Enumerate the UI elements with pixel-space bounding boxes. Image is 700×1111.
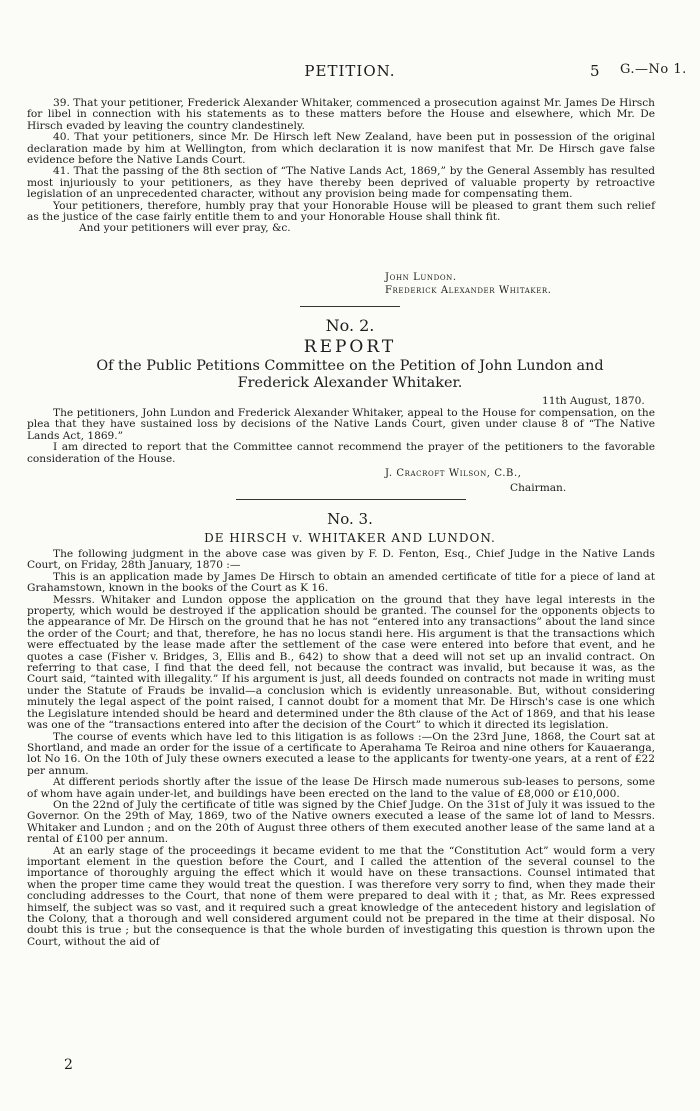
report-heading: REPORT: [303, 337, 397, 357]
report-subheading: Of the Public Petitions Committee on the Petition of John Lundon and: [96, 358, 604, 374]
case-title: DE HIRSCH v. WHITAKER AND LUNDON.: [204, 531, 496, 545]
report-subheading: Frederick Alexander Whitaker.: [237, 375, 463, 391]
case-paragraph: The following judgment in the above case was given by F. D. Fenton, Esq., Chief Judge in the Native Lands Court, on Friday, 28th January, 1870 :—: [27, 548, 655, 572]
petition-paragraph: 41. That the passing of the 8th section of “The Native Lands Act, 1869,” by the General Assembly has resulted most injuriously to your petitioners, as they have thereby been deprived of valuable property by retroactive legislation of an unprecedented character, without any provision being made for compensating them.: [27, 165, 655, 201]
report-signature-title: Chairman.: [510, 482, 567, 494]
petition-closing: And your petitioners will ever pray, &c.: [79, 222, 291, 235]
petition-paragraph: 40. That your petitioners, since Mr. De Hirsch left New Zealand, have been put in possession of the original declaration made by him at Wellington, from which declaration it is now manifest that Mr. De Hirsch gave false evidence before the Native Lands Court.: [27, 131, 655, 167]
case-paragraph: On the 22nd of July the certificate of title was signed by the Chief Judge. On the 31st of July it was issued to the Governor. On the 29th of May, 1869, two of the Native owners executed a lease of the same lot of land to Messrs. Whitaker and Lundon ; and on the 20th of August three others of them executed another lease of the same land at a rental of £100 per annum.: [27, 798, 656, 846]
section-divider: [236, 499, 466, 500]
signature-lundon: John Lundon.: [385, 272, 457, 283]
case-paragraph: The course of events which have led to this litigation is as follows :—On the 23rd June, 1868, the Court sat at Shortland, and made an order for the issue of a certificate to Aperahama Te Reiroa and nine others for Kauaeranga, lot No 16. On the 10th of July these owners executed a lease to the applicants for twenty-one years, at a rent of £22 per annum.: [27, 730, 655, 777]
report-paragraph: The petitioners, John Lundon and Frederick Alexander Whitaker, appeal to the House for compensation, on the plea that they have sustained loss by decisions of the Native Lands Court, given under clause 8 of “The Native Lands Act, 1869.”: [27, 407, 655, 442]
petition-prayer: Your petitioners, therefore, humbly pray that your Honorable House will be pleased to grant them such relief as the justice of the case fairly entitle them to and your Honorable House shall think fit.: [27, 199, 655, 224]
case-paragraph: Messrs. Whitaker and Lundon oppose the application on the ground that they have legal interests in the property, which would be destroyed if the application should be granted. The counsel for the opponents objects to the appearance of Mr. De Hirsch on the ground that he has not “entered into any transactions” about the land since the order of the Court; and that, therefore, he has no locus standi here. His argument is that the transactions which were effectuated by the lease made after the settlement of the case were entered into before that event, and he quotes a case (Fisher v. Bridges, 3, Ellis and B., 642) to show that a deed will not set up an invalid contract. On referring to that case, I find that the deed fell, not because the contract was invalid, but because it was, as the Court said, “tainted with illegality.” If his argument is just, all deeds founded on contracts not made in writing must under the Statute of Frauds be invalid—a conclusion which is evidently unreasonable. But, without considering minutely the legal aspect of the point raised, I cannot doubt for a moment that Mr. De Hirsch's case is one which the Legislature intended should be heard and determined under the 8th clause of the Act of 1869, and that his lease was one of the “transactions entered into after the decision of the Court” to which it directed its legislation.: [27, 593, 655, 732]
page-number: 5: [590, 62, 600, 80]
signature-whitaker: Frederick Alexander Whitaker.: [385, 285, 552, 296]
header-title: PETITION.: [304, 62, 396, 80]
petition-body: [27, 98, 655, 235]
case-paragraph: At an early stage of the proceedings it became evident to me that the “Constitution Act” would form a very important element in the question before the Court, and I called the attention of the several counsel to the importance of thoroughly arguing the effect which it would have on these transactions. Counsel intimated that when the proper time came they would treat the question. I was therefore very sorry to find, when they made their concluding addresses to the Court, that none of them were prepared to deal with it ; that, as Mr. Rees expressed himself, the subject was so vast, and it required such a great knowledge of the antecedent history and legislation of the Colony, that a thorough and well considered argument could not be prepared in the time at their disposal. No doubt this is true ; but the consequence is that the whole burden of investigating this question is thrown upon the Court, without the aid of: [27, 844, 655, 948]
signature-mark: 2: [64, 1057, 73, 1073]
report-number: No. 2.: [325, 316, 375, 335]
section-divider: [300, 306, 400, 307]
report-date: 11th August, 1870.: [542, 395, 645, 407]
report-signature: J. Cracroft Wilson, C.B.,: [385, 468, 522, 479]
report-body: [27, 408, 655, 465]
case-number: No. 3.: [327, 510, 373, 528]
petition-paragraph: 39. That your petitioner, Frederick Alexander Whitaker, commenced a prosecution against Mr. James De Hirsch for libel in connection with his statements as to these matters before the House and elsewhere, which Mr. De Hirsch evaded by leaving the country clandestinely.: [27, 97, 655, 132]
case-paragraph: This is an application made by James De Hirsch to obtain an amended certificate of title for a piece of land at Grahamstown, known in the books of the Court as K 16.: [27, 570, 655, 595]
case-paragraph: At different periods shortly after the issue of the lease De Hirsch made numerous sub-leases to persons, some of whom have again under-let, and buildings have been erected on the land to the value of £8,000 or £10,000.: [27, 776, 655, 800]
paper-reference: G.—No 1.: [620, 62, 687, 77]
running-header: [0, 62, 700, 82]
report-paragraph: I am directed to report that the Committee cannot recommend the prayer of the petitioners to the favorable consideration of the House.: [27, 441, 655, 465]
case-body: [27, 549, 655, 948]
